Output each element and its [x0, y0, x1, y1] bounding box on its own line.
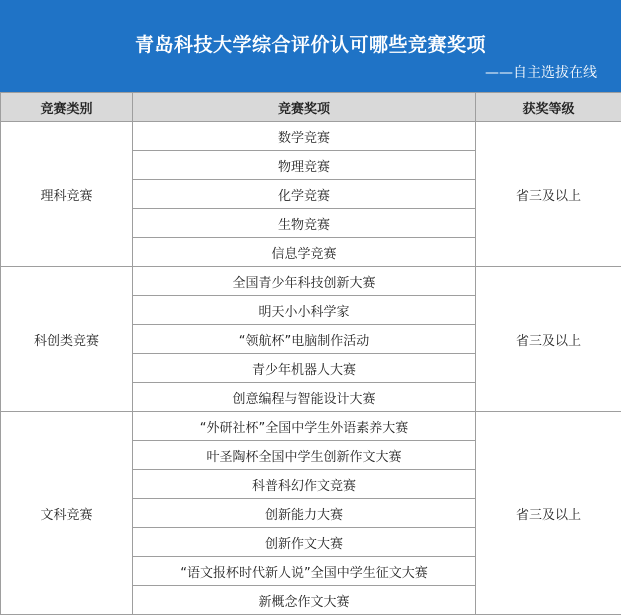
level-cell: 省三及以上 [476, 412, 621, 615]
award-cell: 全国青少年科技创新大赛 [133, 267, 476, 296]
award-cell: 创新能力大赛 [133, 499, 476, 528]
table-row [1, 267, 621, 296]
category-cell: 理科竞赛 [1, 122, 133, 267]
award-cell: 新概念作文大赛 [133, 586, 476, 615]
header-award: 竞赛奖项 [133, 93, 476, 122]
award-cell: “领航杯”电脑制作活动 [133, 325, 476, 354]
award-cell: “外研社杯”全国中学生外语素养大赛 [133, 412, 476, 441]
award-cell: 物理竞赛 [133, 151, 476, 180]
level-cell: 省三及以上 [476, 267, 621, 412]
award-cell: 创意编程与智能设计大赛 [133, 383, 476, 412]
header-level: 获奖等级 [476, 93, 621, 122]
category-cell: 科创类竞赛 [1, 267, 133, 412]
page-title: 青岛科技大学综合评价认可哪些竞赛奖项 [134, 34, 486, 56]
competition-table [0, 92, 621, 615]
page-subtitle: ——自主选拔在线 [485, 65, 597, 81]
table-row [1, 412, 621, 441]
award-cell: 化学竞赛 [133, 180, 476, 209]
table-body [1, 122, 621, 615]
award-cell: “语文报杯时代新人说”全国中学生征文大赛 [133, 557, 476, 586]
award-cell: 数学竞赛 [133, 122, 476, 151]
award-cell: 信息学竞赛 [133, 238, 476, 267]
level-cell: 省三及以上 [476, 122, 621, 267]
category-cell: 文科竞赛 [1, 412, 133, 615]
award-cell: 生物竞赛 [133, 209, 476, 238]
table-row [1, 122, 621, 151]
award-cell: 叶圣陶杯全国中学生创新作文大赛 [133, 441, 476, 470]
award-cell: 明天小小科学家 [133, 296, 476, 325]
header-category: 竞赛类别 [1, 93, 133, 122]
table-header-row [1, 93, 621, 122]
award-cell: 创新作文大赛 [133, 528, 476, 557]
award-cell: 科普科幻作文竞赛 [133, 470, 476, 499]
title-banner [0, 0, 621, 92]
award-cell: 青少年机器人大赛 [133, 354, 476, 383]
